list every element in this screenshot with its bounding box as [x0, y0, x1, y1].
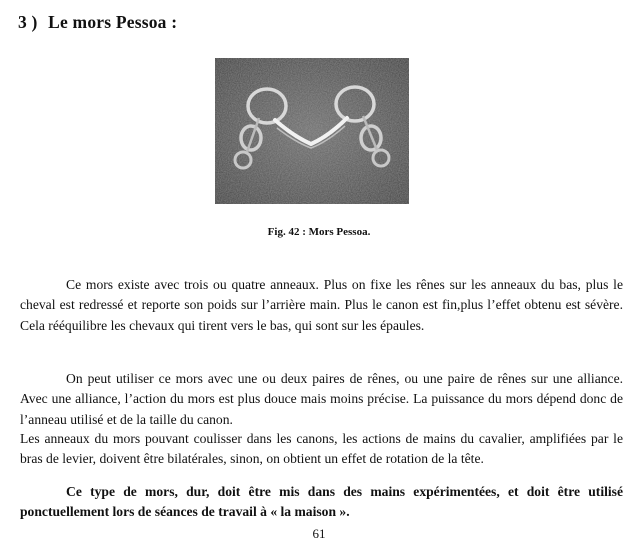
section-title: Le mors Pessoa :: [48, 12, 178, 32]
figure-caption: Fig. 42 : Mors Pessoa.: [267, 226, 371, 238]
page-number: 61: [312, 526, 326, 541]
section-number: 3 ): [18, 12, 38, 32]
paragraph-4-bold: Ce type de mors, dur, doit être mis dans des mains expérimentées, et doit être utilisé ponctuellement lors de séances de travail à « la maison ».: [20, 484, 623, 520]
paragraph-1: Ce mors existe avec trois ou quatre anneaux. Plus on fixe les rênes sur les anneaux du bas, plus le cheval est redressé et reporte son poids sur l’arrière main. Plus le canon est fin,plus l’effet obtenu est sévère. Cela rééquilibre les chevaux qui tirent vers le bas, qui sont sur les épaules.: [20, 277, 623, 333]
bit-photo: [215, 58, 409, 204]
paragraph-2: On peut utiliser ce mors avec une ou deux paires de rênes, ou une paire de rênes sur une alliance. Avec une alliance, l’action du mors est plus douce mais moins précise. La puissance du mors dépend donc de l’anneau utilisé et de la taille du canon.: [20, 371, 623, 427]
section-heading: [18, 12, 177, 33]
paragraph-3: Les anneaux du mors pouvant coulisser dans les canons, les actions de mains du cavalier, amplifiées par le bras de levier, doivent être bilatérales, sinon, on obtient un effet de rotation de la tête.: [20, 431, 623, 467]
